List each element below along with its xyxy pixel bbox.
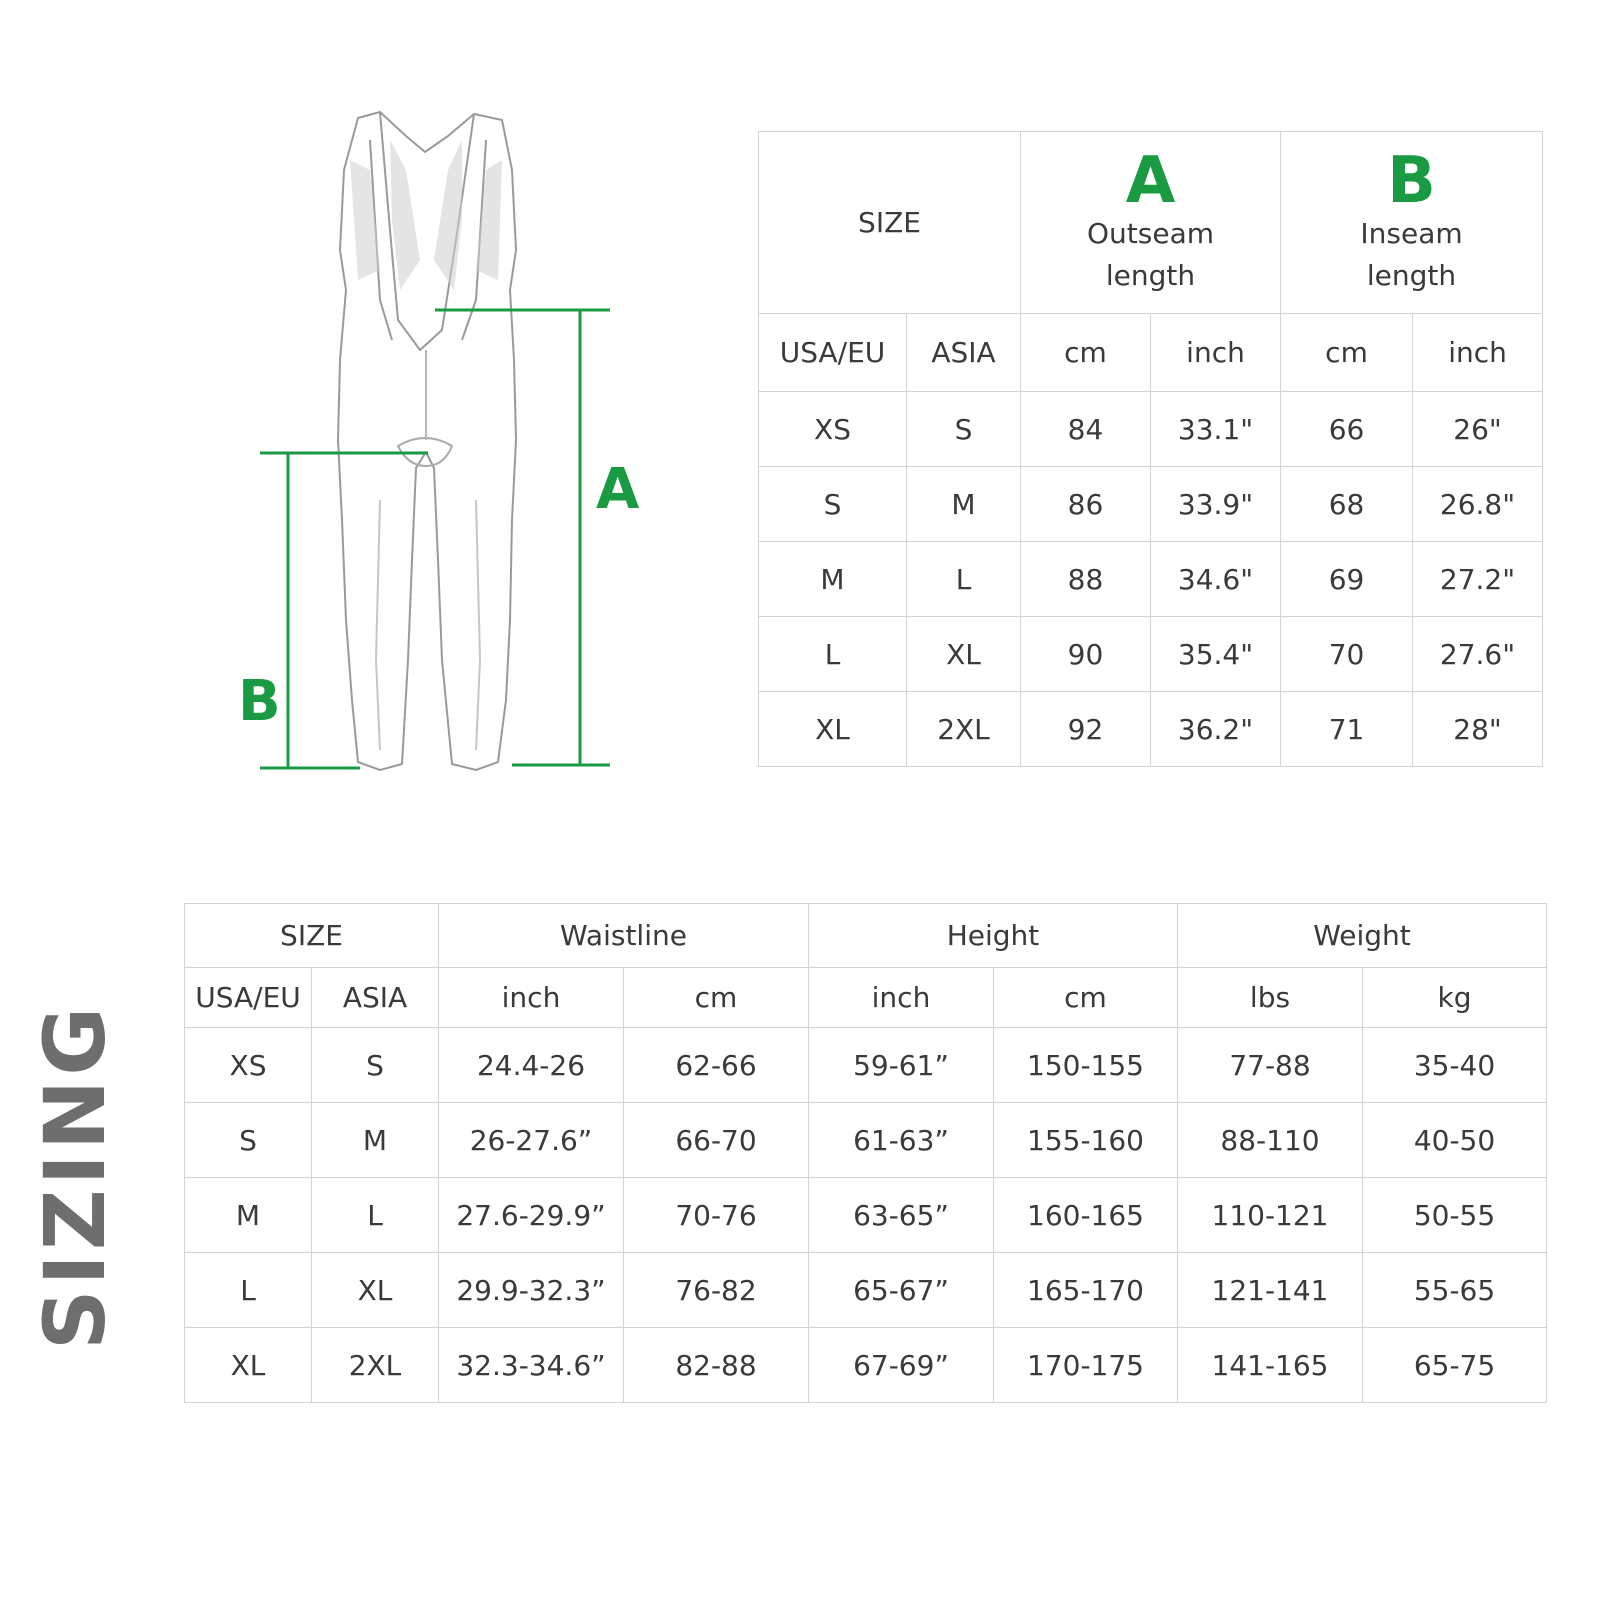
table-cell: 63-65” [809,1178,994,1253]
table-row [185,1103,1547,1178]
table-cell: M [907,467,1021,542]
subheader-cell: inch [1413,314,1543,392]
subheader-cell: lbs [1178,968,1363,1028]
table-cell: S [185,1103,312,1178]
inseam-title-line2: length [1366,258,1457,292]
table-row [759,692,1543,767]
measure-label-b: B [238,669,281,734]
table-cell: 35-40 [1363,1028,1547,1103]
table-cell: 33.9" [1151,467,1281,542]
table-cell: 33.1" [1151,392,1281,467]
table-cell: 77-88 [1178,1028,1363,1103]
table-row [759,467,1543,542]
table-cell: 26-27.6” [439,1103,624,1178]
table-cell: 76-82 [624,1253,809,1328]
table-row [759,542,1543,617]
subheader-cell: ASIA [312,968,439,1028]
table-cell: 2XL [312,1328,439,1403]
table-cell: 67-69” [809,1328,994,1403]
outseam-title-line2: length [1105,258,1196,292]
weight-group-header: Weight [1178,904,1547,968]
subheader-cell: cm [994,968,1178,1028]
subheader-row [185,968,1547,1028]
table-cell: 88 [1021,542,1151,617]
table-cell: 27.2" [1413,542,1543,617]
table-cell: 165-170 [994,1253,1178,1328]
waistline-group-header: Waistline [439,904,809,968]
table-cell: 34.6" [1151,542,1281,617]
table-cell: 170-175 [994,1328,1178,1403]
table-cell: 86 [1021,467,1151,542]
sizing-title: SIZING [26,1002,124,1350]
table-cell: 28" [1413,692,1543,767]
table-cell: 121-141 [1178,1253,1363,1328]
subheader-cell: USA/EU [759,314,907,392]
table-cell: 65-67” [809,1253,994,1328]
table-cell: 155-160 [994,1103,1178,1178]
table-cell: 141-165 [1178,1328,1363,1403]
table-cell: 84 [1021,392,1151,467]
table-cell: 90 [1021,617,1151,692]
subheader-cell: cm [1021,314,1151,392]
size-header: SIZE [759,132,1021,314]
table-row [185,1178,1547,1253]
inseam-letter: B [1387,143,1436,218]
subheader-cell: inch [809,968,994,1028]
header-row [759,132,1543,314]
table-row [185,1028,1547,1103]
table-cell: XS [185,1028,312,1103]
table-cell: 50-55 [1363,1178,1547,1253]
height-group-header: Height [809,904,1178,968]
table-cell: 27.6-29.9” [439,1178,624,1253]
table-cell: 40-50 [1363,1103,1547,1178]
subheader-cell: inch [1151,314,1281,392]
table-cell: 92 [1021,692,1151,767]
inseam-title: Inseam [1360,216,1463,250]
table-cell: 66-70 [624,1103,809,1178]
table-cell: L [185,1253,312,1328]
table-cell: 69 [1281,542,1413,617]
table-cell: 26" [1413,392,1543,467]
table-cell: 24.4-26 [439,1028,624,1103]
table-cell: XS [759,392,907,467]
subheader-cell: ASIA [907,314,1021,392]
body-size-table [184,903,1547,1403]
table-cell: 66 [1281,392,1413,467]
table-cell: 71 [1281,692,1413,767]
table-row [185,1253,1547,1328]
measurement-lines [260,310,610,768]
table-cell: L [907,542,1021,617]
size-group-header: SIZE [185,904,439,968]
table-cell: L [759,617,907,692]
table-cell: 82-88 [624,1328,809,1403]
table-cell: L [312,1178,439,1253]
subheader-cell: cm [1281,314,1413,392]
table-cell: 32.3-34.6” [439,1328,624,1403]
subheader-cell: kg [1363,968,1547,1028]
subheader-row [759,314,1543,392]
outseam-header [1021,132,1281,314]
table-cell: 70-76 [624,1178,809,1253]
table-cell: M [185,1178,312,1253]
measure-label-a: A [596,457,640,522]
bib-tights-diagram [230,100,660,800]
table-cell: S [907,392,1021,467]
table-cell: XL [185,1328,312,1403]
table-row [759,392,1543,467]
group-header-row [185,904,1547,968]
table-cell: 35.4" [1151,617,1281,692]
table-cell: 62-66 [624,1028,809,1103]
table-cell: 59-61” [809,1028,994,1103]
table-cell: 70 [1281,617,1413,692]
table-cell: 29.9-32.3” [439,1253,624,1328]
table-cell: 2XL [907,692,1021,767]
table-cell: XL [759,692,907,767]
table-row [185,1328,1547,1403]
table-cell: M [759,542,907,617]
table-cell: S [312,1028,439,1103]
table-cell: M [312,1103,439,1178]
subheader-cell: inch [439,968,624,1028]
table-cell: 27.6" [1413,617,1543,692]
table-cell: 55-65 [1363,1253,1547,1328]
table-cell: 88-110 [1178,1103,1363,1178]
table-cell: 110-121 [1178,1178,1363,1253]
inseam-header [1281,132,1543,314]
subheader-cell: cm [624,968,809,1028]
outseam-letter: A [1125,143,1176,218]
table-cell: 26.8" [1413,467,1543,542]
table-cell: 36.2" [1151,692,1281,767]
subheader-cell: USA/EU [185,968,312,1028]
table-cell: 68 [1281,467,1413,542]
table-cell: XL [907,617,1021,692]
mesh-shading [350,140,502,290]
table-row [759,617,1543,692]
table-cell: S [759,467,907,542]
length-size-table [758,131,1543,767]
table-cell: XL [312,1253,439,1328]
table-cell: 65-75 [1363,1328,1547,1403]
outseam-title: Outseam [1087,216,1215,250]
table-cell: 160-165 [994,1178,1178,1253]
table-cell: 61-63” [809,1103,994,1178]
table-cell: 150-155 [994,1028,1178,1103]
